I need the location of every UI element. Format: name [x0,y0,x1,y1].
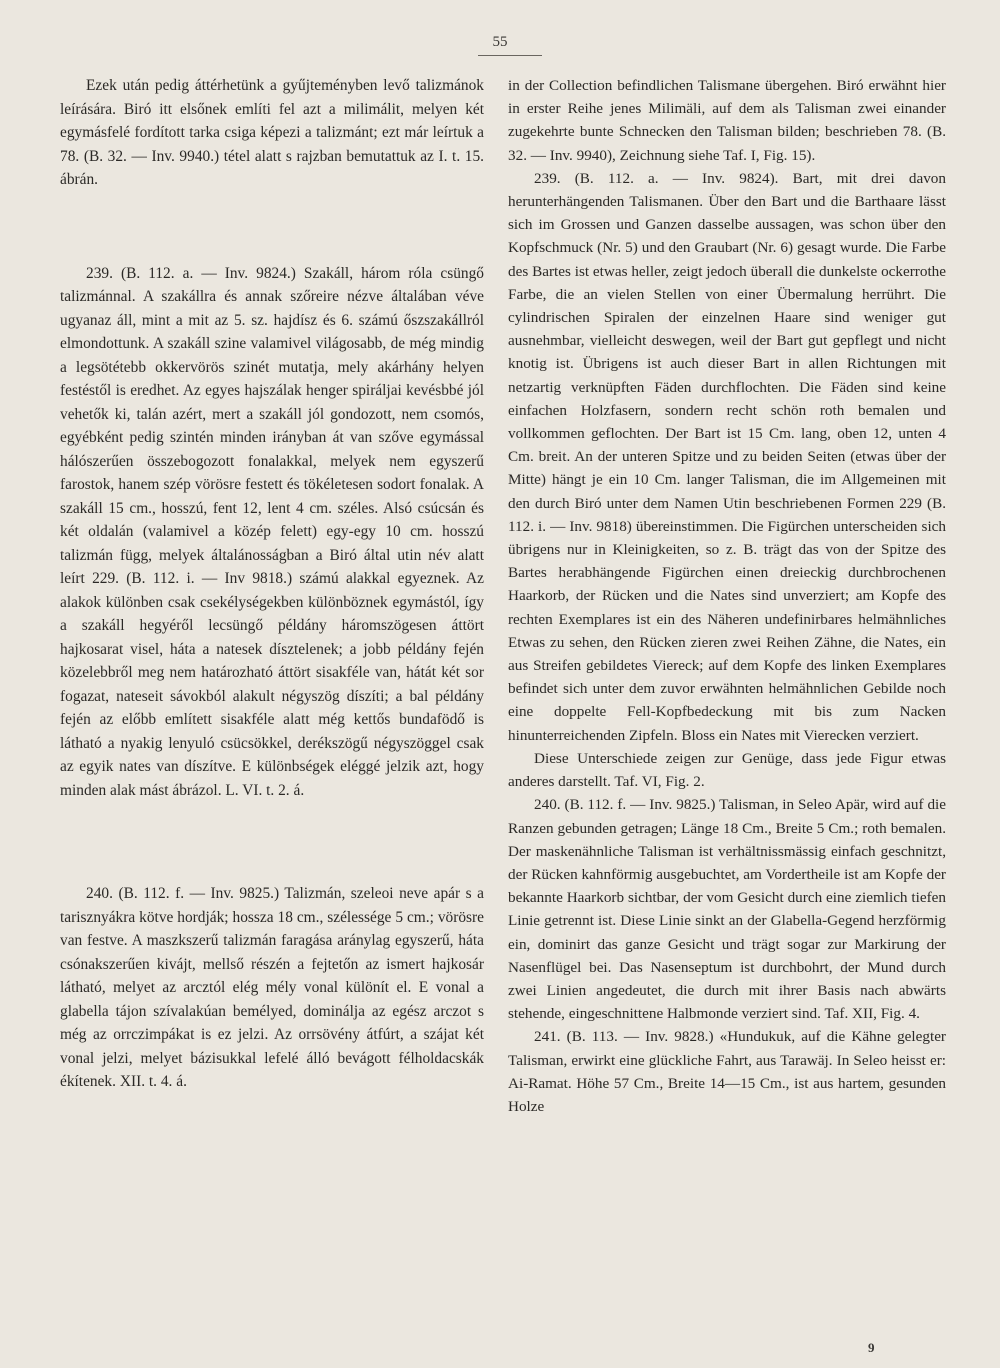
right-paragraph-239: 239. (B. 112. a. — Inv. 9824). Bart, mit drei davon herunterhängenden Talismanen. Über den Bart und die Barthaare lässt sich im Grossen und Ganzen dasselbe aussagen, was schon über den Kopfschmuck (Nr. 5) und den Graubart (Nr. 6) gesagt wurde. Die Farbe des Bartes ist etwas heller, zeigt jedoch überall die dunkelste ockerrothe Farbe, die an vielen Stellen von einer Übermalung herrührt. Die cylindrischen Spiralen der einzelnen Haare sind weniger gut ausnehmbar, vielleicht deswegen, weil der Bart gut gepflegt und nicht knotig ist. Übrigens ist auch dieser Bart in allen Richtungen mit netzartig verknüpften Fäden durchflochten. Die Fäden sind keine einfachen Holzfasern, sondern recht schön roth bemalen und vollkommen geflochten. Der Bart ist 15 Cm. lang, oben 12, unten 4 Cm. breit. An der unteren Spitze und zu beiden Seiten (etwas über der Mitte) hängt je ein 10 Cm. langer Talisman, die im Allgemeinen mit den durch Biró unter dem Namen Utin beschriebenen Formen 229 (B. 112. i. — Inv. 9818) übereinstimmen. Die Figürchen unterscheiden sich übrigens nur in Kleinigkeiten, so z. B. trägt das von der Spitze des Bartes herabhängende Figürchen einen dreieckig durchbrochenen Haarkorb, der Rücken und die Nates sind unverziert; am Kopfe des rechten Exemplares ist ein des Näheren undefinirbares helmähnliches Etwas zu sehen, den Rücken zieren zwei Reihen Zähne, die Nates, ein aus Streifen gebildetes Viereck; auf dem Kopfe des linken Exemplares befindet sich unter dem zuvor erwähnten helmähnlichen Gebilde noch eine doppelte Fell-Kopfbedeckung mit bis zum Nacken hinunterreichenden Zipfeln. Bloss ein Nates mit Vierecken verziert. [508,169,946,744]
right-paragraph-intro: in der Collection befindlichen Talismane übergehen. Biró erwähnt hier in erster Reihe jenes Milimäli, auf dem als Talisman zwei einander zugekehrte bunte Schnecken den Talisman bilden; beschrieben 78. (B. 32. — Inv. 9940), Zeichnung siehe Taf. I, Fig. 15). [508,77,946,164]
page-number-rule [478,55,542,56]
right-paragraph-240: 240. (B. 112. f. — Inv. 9825.) Talisman, in Seleo Apär, wird auf die Ranzen gebunden getragen; Länge 18 Cm., Breite 5 Cm.; roth bemalen. Der maskenähnliche Talisman ist verhältnissmässig einfach geschnitzt, der Rücken kahnförmig ausgebuchtet, am Vordertheile ist am Kopfe der bekannte Haarkorb sichtbar, der vom Gesicht durch eine ziemlich tiefen Linie getrennt ist. Diese Linie sinkt an der Glabella-Gegend herzförmig ein, dominirt das ganze Gesicht und trägt sogar zur Markirung der Nasenflügel bei. Das Nasenseptum ist durchbohrt, der Mund durch zwei Linien angedeutet, die durch mit ihrer Basis nach abwärts stehende, eingeschnittene Halbmonde verziert sind. Taf. XII, Fig. 4. [508,796,946,1023]
page-number: 55 [492,34,508,50]
left-paragraph-240: 240. (B. 112. f. — Inv. 9825.) Talizmán, szeleoi neve apár s a tarisznyákra kötve hordják; hossza 18 cm., szélessége 5 cm.; vörösre van festve. A maszkszerű talizmán faragása aránylag egyszerű, háta csónakszerűen kivájt, mellső részén a fejtetőn az ismert hajkosár látható, melyet az arcztól elég mély vonal különít el. E vonal a glabella tájon szívalakúan bemélyed, dominálja az egész arczot s még az orrczimpákat is ez jelzi. Az orrsövény átfúrt, a szájat két vonal jelzi, melyet bázisukkal lefelé álló bevágott félholdacskák ékítenek. XII. t. 4. á. [60,885,484,1090]
left-paragraph-intro: Ezek után pedig áttérhetünk a gyűjteményben levő talizmánok leírására. Biró itt elsőnek említi fel azt a milimálit, melyen két egymásfelé fordított tarka csiga képezi a talizmánt; ezt már leírtuk a 78. (B. 32. — Inv. 9940.) tétel alatt s rajzban bemutattuk az I. t. 15. ábrán. [60,77,484,188]
german-column [508,74,946,1118]
signature-mark: 9 [868,1340,875,1355]
left-paragraph-239: 239. (B. 112. a. — Inv. 9824.) Szakáll, három róla csüngő talizmánnal. A szakállra és annak szőreire nézve általában véve ugyanaz áll, mint a mit az 5. sz. hajdísz és 6. számú őszszakállról elmondottunk. A szakáll szine valamivel világosabb, de még mindig a legsötétebb okkervörös szinét mutatja, mely akárhány helyen festéstől is eredhet. Az egyes hajszálak henger spiráljai kevésbbé jól vehetők ki, talán azért, mert a szakáll jól gondozott, nem csomós, egyébként pedig szintén minden irányban át van szőve egymással hálószerűen összebogozott fonalakkal, melyek nem egyszerű farostok, hanem szép vörösre festett és tökéletesen sodort fonalak. A szakáll 15 cm., hosszú, fent 12, lent 4 cm. széles. Alsó csúcsán és két oldalán (valamivel a közép felett) egy-egy 10 cm. hosszú talizmán függ, melyek általánosságban a Biró által utin név alatt leírt 229. (B. 112. i. — Inv 9818.) számú alakkal egyeznek. Az alakok különben csak csekélységekben különböznek egymástól, így a szakáll hegyéről lecsüngő példány háromszögesen áttört hajkosarat visel, háta a natesek dísztelenek; a jobb példány fején közelebbről meg nem határozható áttört sisakféle van, hátát két sor fogazat, nateseit sávokból alakult négyszög díszíti; a bal példány fején az előbb említett sisakféle alatt még kettős bundafödő is látható a nyakig lenyuló csücsökkel, derékszögű négyszöggel csak az egyik nates van díszítve. E különbségek eléggé jelzik azt, hogy minden alak mást ábrázol. L. VI. t. 2. á. [60,264,484,799]
right-paragraph-conclusion: Diese Unterschiede zeigen zur Genüge, dass jede Figur etwas anderes darstellt. Taf. VI, Fig. 2. [508,749,946,791]
right-paragraph-241: 241. (B. 113. — Inv. 9828.) «Hundukuk, auf die Kähne gelegter Talisman, erwirkt eine glückliche Fahrt, aus Tarawäj. In Seleo heisst er: Ai-Ramat. Höhe 57 Cm., Breite 14—15 Cm., ist aus hartem, gesunden Holze [508,1028,946,1115]
hungarian-column [60,74,484,1094]
